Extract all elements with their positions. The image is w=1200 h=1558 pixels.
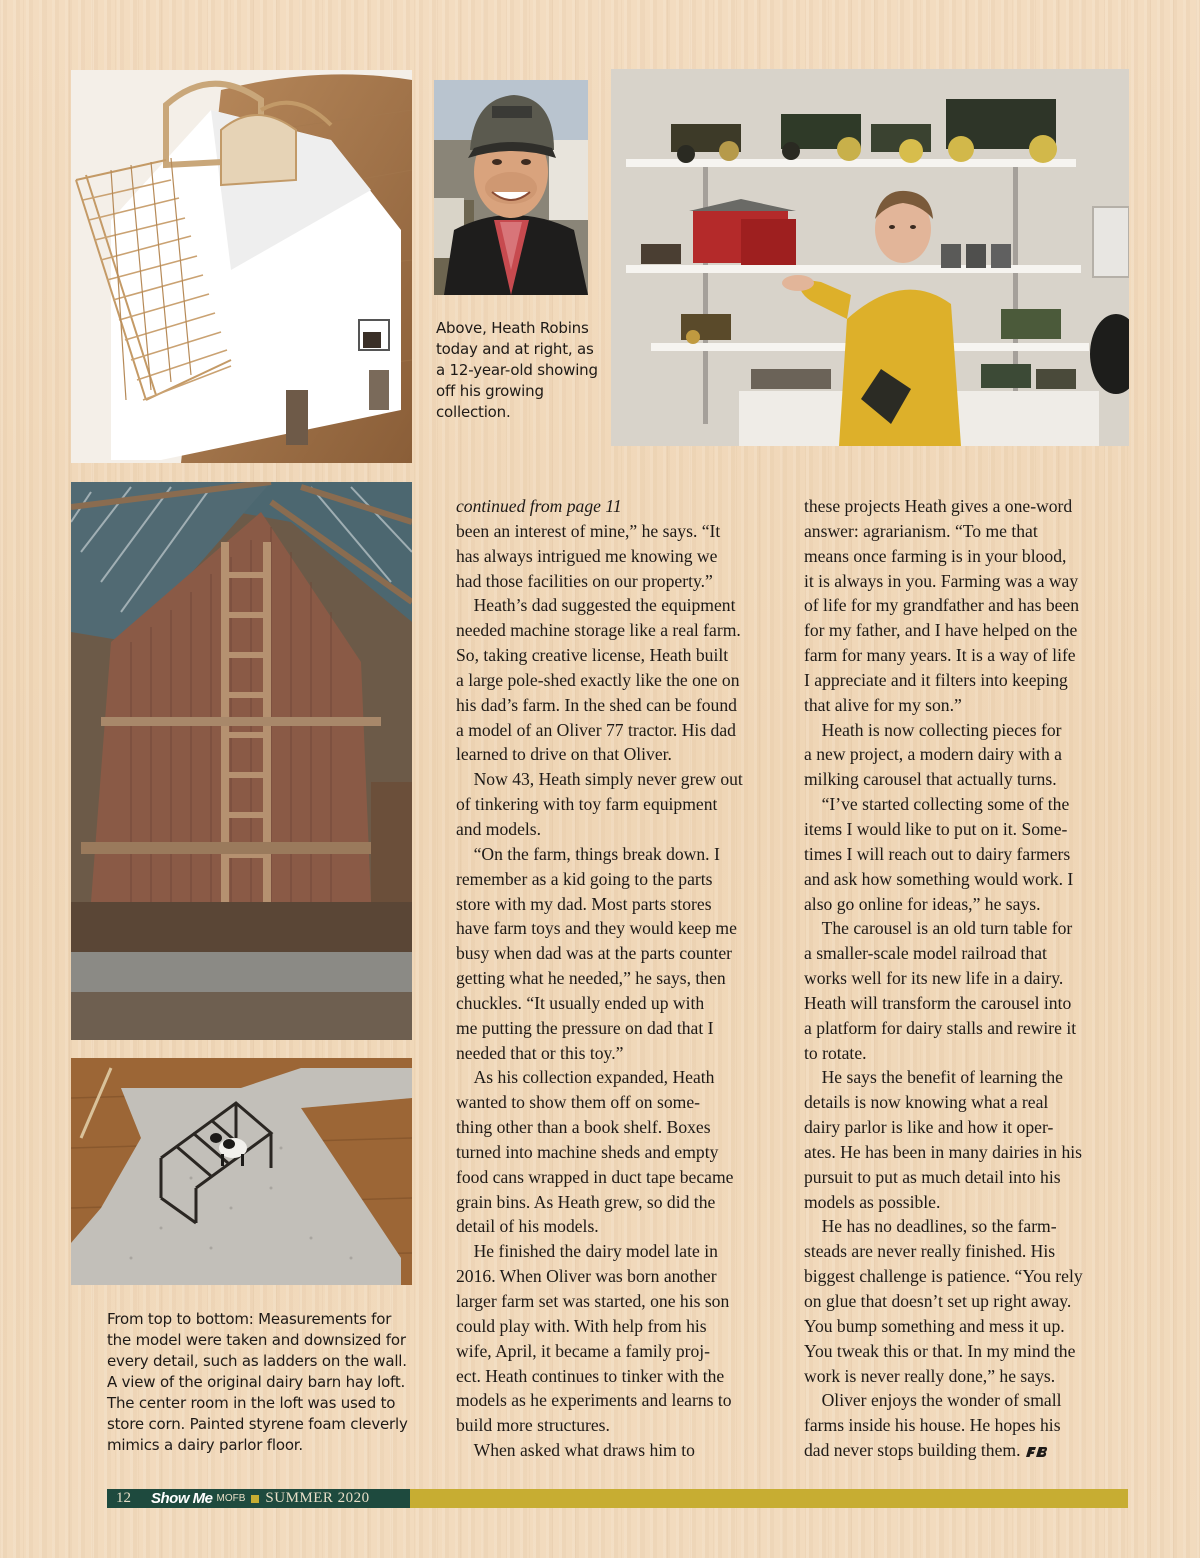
farm-bureau-logo-icon [1024, 1446, 1048, 1458]
article-line: steads are never really finished. His [804, 1241, 1056, 1262]
article-line: “I’ve started collecting some of the [804, 794, 1070, 815]
article-line: ates. He has been in many dairies in his [804, 1141, 1083, 1162]
article-line: been an interest of mine,” he says. “It [456, 520, 721, 541]
article-line: Now 43, Heath simply never grew out [456, 769, 743, 790]
photo-caption-bottom: From top to bottom: Measurements for the model were taken and downsized for every detail, such as ladders on the wall. A view of the original dairy barn hay loft. The center room in the loft was used to store corn. Painted styrene foam cleverly mimics a dairy parlor floor. [107, 1310, 408, 1454]
article-line: and models. [456, 818, 542, 839]
article-line: times I will reach out to dairy farmers [804, 843, 1071, 864]
article-line: 2016. When Oliver was born another [456, 1266, 717, 1287]
article-line: I appreciate and it filters into keeping [804, 669, 1068, 690]
article-line: store with my dad. Most parts stores [456, 893, 712, 914]
article-line: his dad’s farm. In the shed can be found [456, 694, 737, 715]
parlor-floor-photo [71, 1058, 412, 1285]
article-line: needed machine storage like a real farm. [456, 620, 741, 641]
article-line: You bump something and mess it up. [804, 1315, 1065, 1336]
footer-square-icon [251, 1495, 259, 1503]
article-line: and ask how something would work. I [804, 868, 1074, 889]
article-line: So, taking creative license, Heath built [456, 645, 729, 666]
article-line: works well for its new life in a dairy. [804, 968, 1064, 989]
article-line: wife, April, it became a family proj- [456, 1340, 711, 1361]
article-line: a large pole-shed exactly like the one on [456, 669, 740, 690]
barn-frame-photo [71, 70, 412, 463]
article-line: to rotate. [804, 1042, 867, 1063]
article-line: continued from page 11 [456, 496, 622, 516]
article-line: of tinkering with toy farm equipment [456, 794, 718, 815]
article-line: getting what he needed,” he says, then [456, 968, 726, 989]
article-line: He has no deadlines, so the farm- [804, 1216, 1057, 1237]
article-line: farms inside his house. He hopes his [804, 1415, 1061, 1436]
article-line: Oliver enjoys the wonder of small [804, 1390, 1062, 1411]
article-column-middle [456, 494, 786, 1463]
article-line: had those facilities on our property.” [456, 570, 713, 591]
article-line: turned into machine sheds and empty [456, 1141, 719, 1162]
article-line: models as possible. [804, 1191, 941, 1212]
article-line: Heath will transform the carousel into [804, 992, 1072, 1013]
article-line: on glue that doesn’t set up right away. [804, 1291, 1072, 1311]
photo-caption-top: Above, Heath Robins today and at right, as a 12-year-old showing off his growing collection. [436, 319, 598, 421]
issue-date: SUMMER 2020 [265, 1490, 370, 1506]
org-name: MOFB [216, 1493, 246, 1504]
article-column-right [804, 494, 1134, 1463]
article-line: grain bins. As Heath grew, so did the [456, 1191, 716, 1212]
article-line: You tweak this or that. In my mind the [804, 1340, 1076, 1361]
article-line: thing other than a book shelf. Boxes [456, 1117, 711, 1138]
heath-today-photo [434, 80, 588, 295]
article-line: build more structures. [456, 1415, 610, 1436]
article-line: food cans wrapped in duct tape became [456, 1166, 734, 1187]
article-line: models as he experiments and learns to [456, 1390, 732, 1411]
article-line: biggest challenge is patience. “You rely [804, 1266, 1083, 1287]
footer-badge [107, 1489, 410, 1508]
article-line: He finished the dairy model late in [456, 1241, 718, 1262]
article-line: a new project, a modern dairy with a [804, 744, 1062, 765]
article-line: me putting the pressure on dad that I [456, 1017, 714, 1038]
barn-loft-photo [71, 482, 412, 1040]
article-line: detail of his models. [456, 1216, 599, 1237]
article-line: these projects Heath gives a one-word [804, 496, 1073, 516]
article-line: items I would like to put on it. Some- [804, 818, 1068, 839]
article-line: ect. Heath continues to tinker with the [456, 1365, 725, 1386]
footer-gold-bar [410, 1489, 1128, 1508]
article-line: a smaller-scale model railroad that [804, 943, 1047, 964]
article-line: larger farm set was started, one his son [456, 1291, 730, 1311]
page-footer [107, 1489, 1128, 1508]
article-line: Heath’s dad suggested the equipment [456, 595, 736, 616]
article-line: it is always in you. Farming was a way [804, 570, 1079, 591]
article-line: pursuit to put as much detail into his [804, 1166, 1061, 1187]
article-line: a platform for dairy stalls and rewire it [804, 1017, 1077, 1038]
article-line: also go online for ideas,” he says. [804, 893, 1041, 914]
article-line: He says the benefit of learning the [804, 1067, 1063, 1088]
article-line: milking carousel that actually turns. [804, 769, 1057, 790]
article-line: As his collection expanded, Heath [456, 1067, 715, 1088]
article-line: details is now knowing what a real [804, 1092, 1049, 1113]
article-line: “On the farm, things break down. I [456, 843, 720, 864]
article-line: needed that or this toy.” [456, 1042, 624, 1063]
article-line: When asked what draws him to [456, 1440, 695, 1461]
article-line: a model of an Oliver 77 tractor. His dad [456, 719, 736, 740]
article-line: of life for my grandfather and has been [804, 595, 1080, 616]
article-line: work is never really done,” he says. [804, 1365, 1056, 1386]
article-line: The carousel is an old turn table for [804, 918, 1073, 939]
article-line: learned to drive on that Oliver. [456, 744, 672, 765]
article-line: remember as a kid going to the parts [456, 868, 713, 889]
heath-kid-photo [611, 69, 1129, 446]
article-line: farm for many years. It is a way of life [804, 645, 1076, 666]
article-line: dairy parlor is like and how it oper- [804, 1117, 1054, 1138]
article-line: have farm toys and they would keep me [456, 918, 737, 939]
article-line: answer: agrarianism. “To me that [804, 520, 1038, 541]
page-number: 12 [116, 1490, 131, 1506]
article-line: could play with. With help from his [456, 1315, 707, 1336]
article-line: busy when dad was at the parts counter [456, 943, 733, 964]
article-line: dad never stops building them. [804, 1438, 1134, 1463]
article-line: chuckles. “It usually ended up with [456, 992, 705, 1013]
article-line: Heath is now collecting pieces for [804, 719, 1062, 740]
article-line: means once farming is in your blood, [804, 545, 1067, 566]
magazine-brand: Show Me [151, 1490, 213, 1507]
article-line: for my father, and I have helped on the [804, 620, 1078, 641]
article-line: wanted to show them off on some- [456, 1092, 700, 1113]
article-line: has always intrigued me knowing we [456, 545, 718, 566]
article-line: that alive for my son.” [804, 694, 962, 715]
